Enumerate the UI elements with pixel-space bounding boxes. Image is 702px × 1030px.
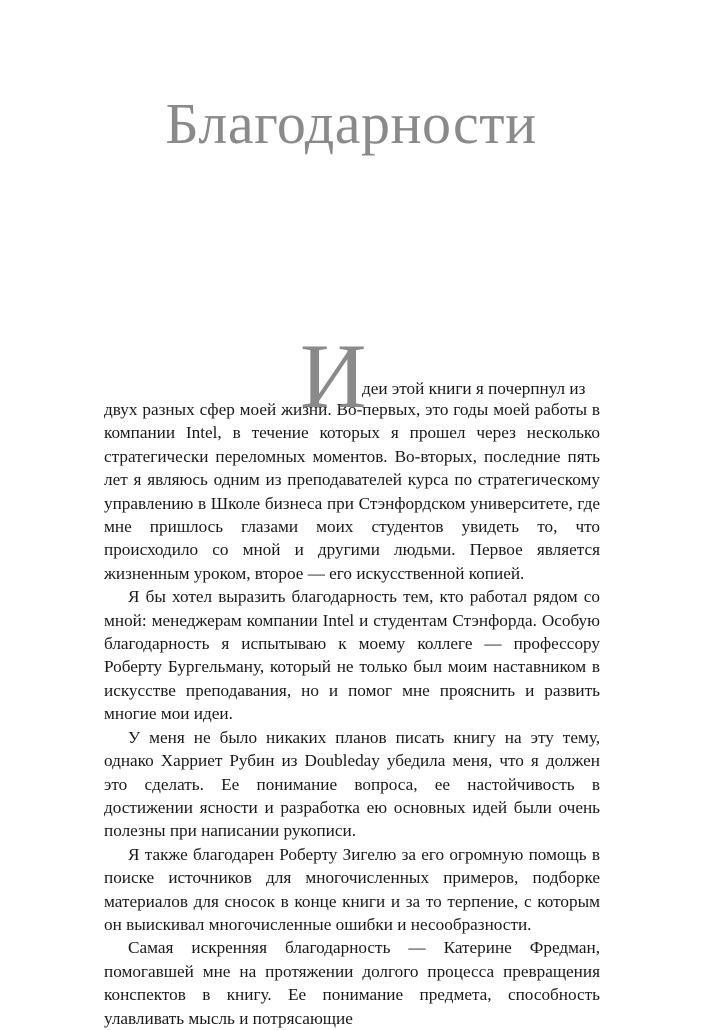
- body-text: [104, 325, 600, 1030]
- paragraph-1: двух разных сфер моей жизни. Во-первых, это годы моей работы в компании Intel, в течение которых я прошел через несколько стратегически переломных моментов. Во-вторых, последние пять лет я являюсь одним из преподавателей курса по стратегическому управлению в Школе бизнеса при Стэнфордском университете, где мне пришлось глазами моих студентов увидеть то, что происходило со мной и другими людьми. Первое является жизненным уроком, второе — его искусственной копией.: [104, 400, 600, 583]
- page-title: Благодарности: [165, 91, 537, 156]
- paragraph-3: У меня не было никаких планов писать книгу на эту тему, однако Харриет Рубин из Doubleday убедила меня, что я должен это сделать. Ее понимание вопроса, ее настойчивость в достижении ясности и разработка ею основных идей были очень полезны при написании рукописи.: [104, 727, 600, 841]
- paragraph-5: Самая искренняя благодарность — Катерине Фредман, помогавшей мне на протяжении долгого процесса превращения конспектов в книгу. Ее понимание предмета, способность улавливать мысль и потрясающие: [104, 938, 600, 1028]
- first-line-text: деи этой книги я почерпнул из: [362, 378, 586, 398]
- paragraph-2: Я бы хотел выразить благодарность тем, кто работал рядом со мной: менеджерам компании Intel и студентам Стэнфорда. Особую благодарность я испытываю к моему коллеге — профессору Роберту Бургельману, который не только был моим наставником в искусстве преподавания, но и помог мне прояснить и развить многие мои идеи.: [104, 587, 600, 724]
- drop-cap: И: [300, 325, 367, 427]
- paragraph-4: Я также благодарен Роберту Зигелю за его огромную помощь в поиске источников для многочисленных примеров, подборке материалов для сносок в конце книги и за то терпение, с которым он выискивал многочисленные ошибки и несообразности.: [104, 844, 600, 934]
- first-line-block: [104, 325, 600, 427]
